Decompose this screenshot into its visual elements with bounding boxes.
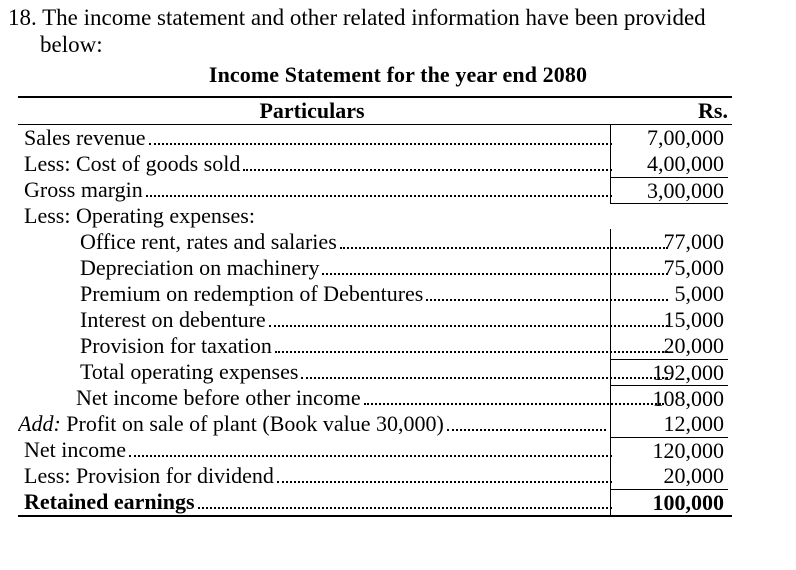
table-row <box>18 151 732 177</box>
row-amount: 100,000 <box>610 489 728 515</box>
row-amount: 3,00,000 <box>610 177 728 203</box>
leader-dots <box>146 191 612 197</box>
statement-title: Income Statement for the year end 2080 <box>208 62 588 87</box>
row-label: Total operating expenses <box>80 359 299 384</box>
row-label: Net income <box>24 437 127 462</box>
row-label: Less: Operating expenses: <box>24 203 255 228</box>
table-row <box>18 359 732 385</box>
leader-dots <box>243 165 612 171</box>
table-row <box>18 255 732 281</box>
row-label: Less: Cost of goods sold <box>24 151 241 176</box>
table-row <box>18 437 732 463</box>
question-text <box>8 4 778 58</box>
row-label: Provision for taxation <box>80 333 272 358</box>
leader-dots <box>129 451 612 457</box>
row-label: Net income before other income <box>76 385 361 410</box>
row-amount: 20,000 <box>610 333 728 359</box>
row-label <box>18 411 444 437</box>
table-row <box>18 177 732 203</box>
row-label: Interest on debenture <box>80 307 266 332</box>
income-statement-table <box>18 96 732 517</box>
row-amount: 12,000 <box>610 411 728 437</box>
row-label: Gross margin <box>24 177 143 202</box>
row-label-prefix: Add: <box>18 411 61 436</box>
row-amount: 15,000 <box>610 307 728 333</box>
question-line-2: below: <box>40 32 103 57</box>
table-row <box>18 229 732 255</box>
leader-dots <box>277 477 612 483</box>
row-amount <box>610 203 728 229</box>
row-label: Depreciation on machinery <box>80 255 320 280</box>
table-row <box>18 281 732 307</box>
question-line-1: The income statement and other related information have been provided <box>42 5 706 30</box>
leader-dots <box>447 425 606 431</box>
row-amount: 77,000 <box>610 229 728 255</box>
row-label: Premium on redemption of Debentures <box>80 281 424 306</box>
row-amount: 5,000 <box>610 281 728 307</box>
header-amount: Rs. <box>698 98 728 123</box>
leader-dots <box>149 139 612 145</box>
table-row <box>18 385 732 411</box>
table-row <box>18 203 732 229</box>
row-amount: 7,00,000 <box>610 125 728 151</box>
table-header <box>18 98 732 125</box>
row-label: Office rent, rates and salaries <box>80 229 337 254</box>
table-row <box>18 489 732 515</box>
table-row <box>18 411 732 437</box>
row-amount: 192,000 <box>610 359 728 385</box>
leader-dots <box>198 503 613 509</box>
table-row <box>18 125 732 151</box>
question-number: 18. <box>8 5 37 30</box>
table-row <box>18 463 732 489</box>
row-label: Less: Provision for dividend <box>24 463 274 488</box>
row-amount: 120,000 <box>610 437 728 463</box>
row-amount: 4,00,000 <box>610 151 728 177</box>
table-row <box>18 307 732 333</box>
row-amount: 75,000 <box>610 255 728 281</box>
row-label: Sales revenue <box>24 125 146 150</box>
leader-dots <box>269 321 668 327</box>
row-amount: 20,000 <box>610 463 728 489</box>
table-row <box>18 333 732 359</box>
row-label-text: Profit on sale of plant (Book value 30,000) <box>66 411 444 436</box>
row-amount: 108,000 <box>610 385 728 411</box>
header-particulars: Particulars <box>259 98 365 123</box>
row-label: Retained earnings <box>24 489 195 514</box>
